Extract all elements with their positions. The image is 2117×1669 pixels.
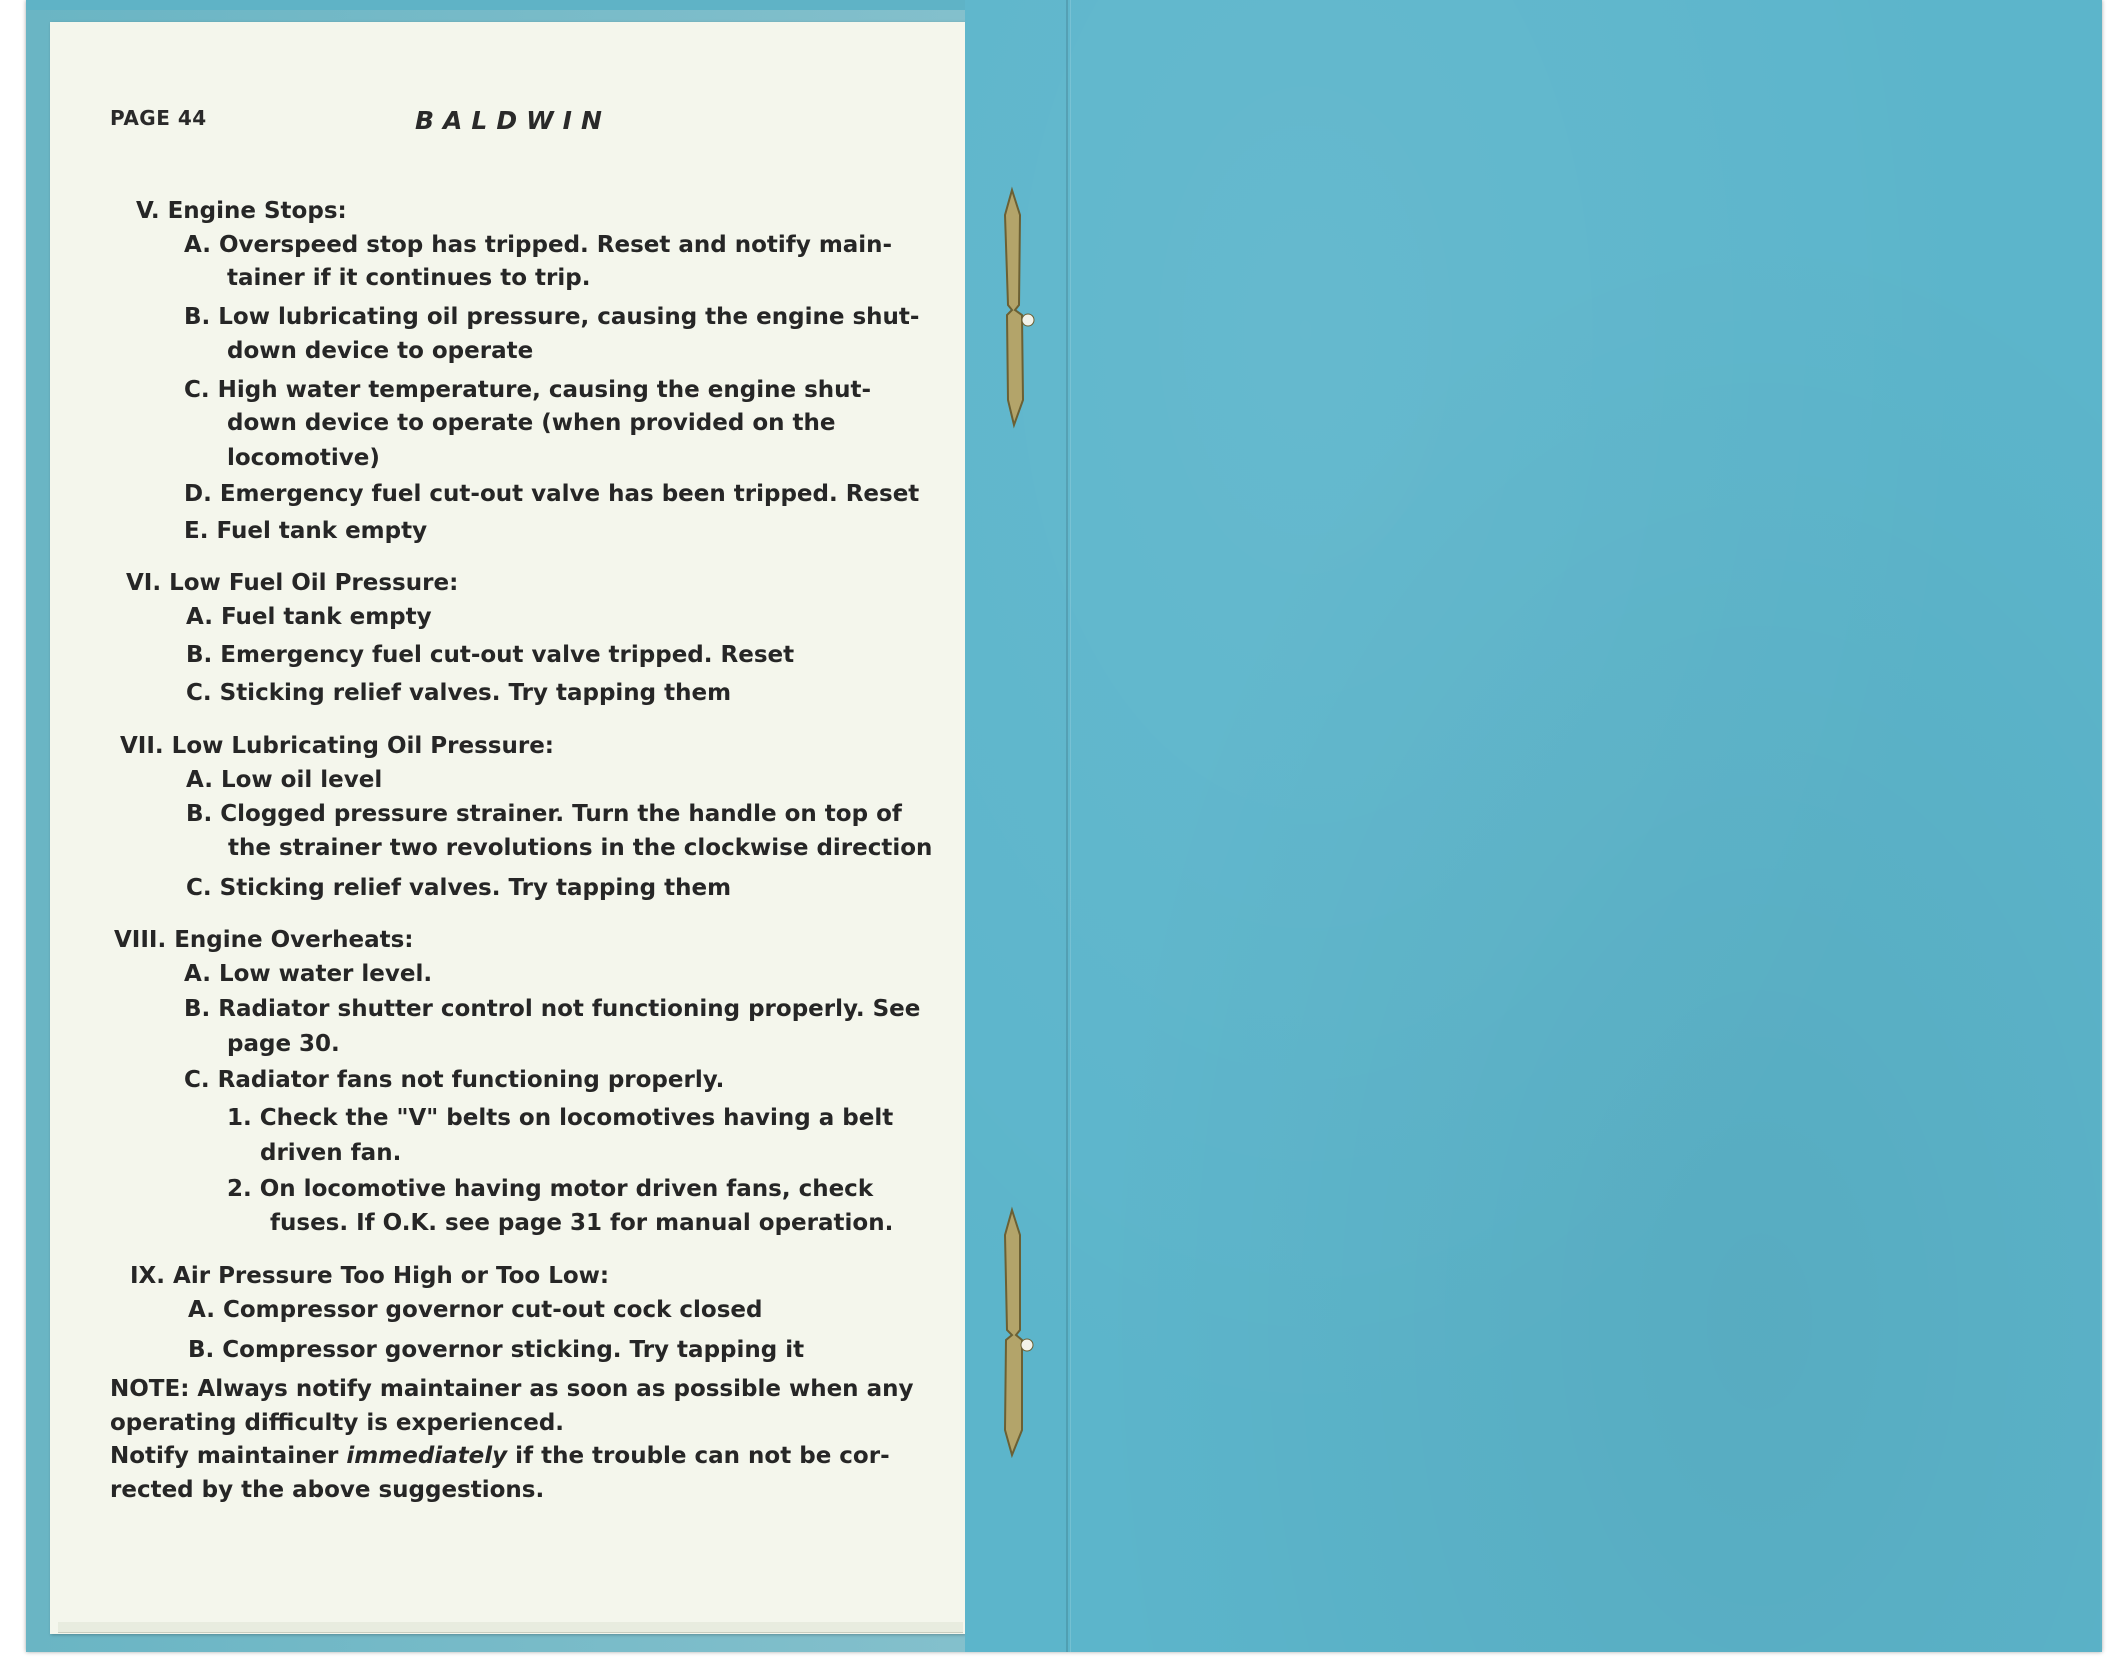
section-heading: VII. Low Lubricating Oil Pressure: bbox=[120, 733, 554, 759]
list-item: A. Compressor governor cut-out cock closed bbox=[188, 1297, 763, 1323]
note-text-part: Notify maintainer bbox=[110, 1443, 347, 1469]
list-item: C. Radiator fans not functioning properly. bbox=[184, 1067, 725, 1093]
note-text-part: if the trouble can not be cor- bbox=[507, 1443, 890, 1469]
list-item: B. Emergency fuel cut-out valve tripped. Reset bbox=[186, 642, 795, 668]
page-stack-edge bbox=[58, 1622, 963, 1633]
list-item: D. Emergency fuel cut-out valve has been tripped. Reset bbox=[184, 481, 920, 507]
note-text-continued: operating difficulty is experienced. bbox=[110, 1410, 565, 1436]
booklet-cover bbox=[965, 0, 2100, 1652]
list-item-continued: down device to operate (when provided on the bbox=[227, 410, 836, 436]
list-item-continued: locomotive) bbox=[227, 445, 380, 471]
section-heading: IX. Air Pressure Too High or Too Low: bbox=[130, 1263, 610, 1289]
list-item: A. Fuel tank empty bbox=[186, 604, 432, 630]
list-item-continued: tainer if it continues to trip. bbox=[227, 265, 591, 291]
list-item: A. Overspeed stop has tripped. Reset and notify main- bbox=[184, 232, 893, 258]
list-item: C. Sticking relief valves. Try tapping them bbox=[186, 875, 732, 901]
note-text-continued: rected by the above suggestions. bbox=[110, 1477, 545, 1503]
emphasis-text: immediately bbox=[346, 1443, 508, 1469]
list-item-continued: the strainer two revolutions in the clockwise direction bbox=[228, 835, 933, 861]
list-item: E. Fuel tank empty bbox=[184, 518, 428, 544]
list-item: B. Clogged pressure strainer. Turn the handle on top of bbox=[186, 801, 902, 827]
staple-icon bbox=[990, 1205, 1040, 1460]
list-item: B. Low lubricating oil pressure, causing the engine shut- bbox=[184, 304, 920, 330]
list-item-continued: page 30. bbox=[227, 1031, 340, 1057]
page-header-title: BALDWIN bbox=[415, 106, 611, 135]
staple-icon bbox=[990, 185, 1040, 430]
list-item: C. Sticking relief valves. Try tapping them bbox=[186, 680, 732, 706]
section-heading: VI. Low Fuel Oil Pressure: bbox=[126, 570, 459, 596]
note-text bbox=[110, 1443, 890, 1469]
sub-list-item: 1. Check the "V" belts on locomotives having a belt bbox=[227, 1105, 894, 1131]
list-item: A. Low water level. bbox=[184, 961, 433, 987]
list-item: A. Low oil level bbox=[186, 767, 383, 793]
note-text: NOTE: Always notify maintainer as soon as possible when any bbox=[110, 1376, 914, 1402]
sub-list-item-continued: fuses. If O.K. see page 31 for manual operation. bbox=[270, 1210, 894, 1236]
list-item: C. High water temperature, causing the engine shut- bbox=[184, 377, 872, 403]
section-heading: VIII. Engine Overheats: bbox=[114, 927, 414, 953]
section-heading: V. Engine Stops: bbox=[136, 198, 347, 224]
list-item: B. Radiator shutter control not functioning properly. See bbox=[184, 996, 921, 1022]
spine-fold bbox=[1066, 0, 1068, 1652]
spine-fold-highlight bbox=[1070, 0, 1071, 1652]
sub-list-item: 2. On locomotive having motor driven fans, check bbox=[227, 1176, 874, 1202]
list-item-continued: down device to operate bbox=[227, 338, 534, 364]
sub-list-item-continued: driven fan. bbox=[260, 1140, 402, 1166]
list-item: B. Compressor governor sticking. Try tapping it bbox=[188, 1337, 805, 1363]
page-number: PAGE 44 bbox=[110, 106, 207, 130]
